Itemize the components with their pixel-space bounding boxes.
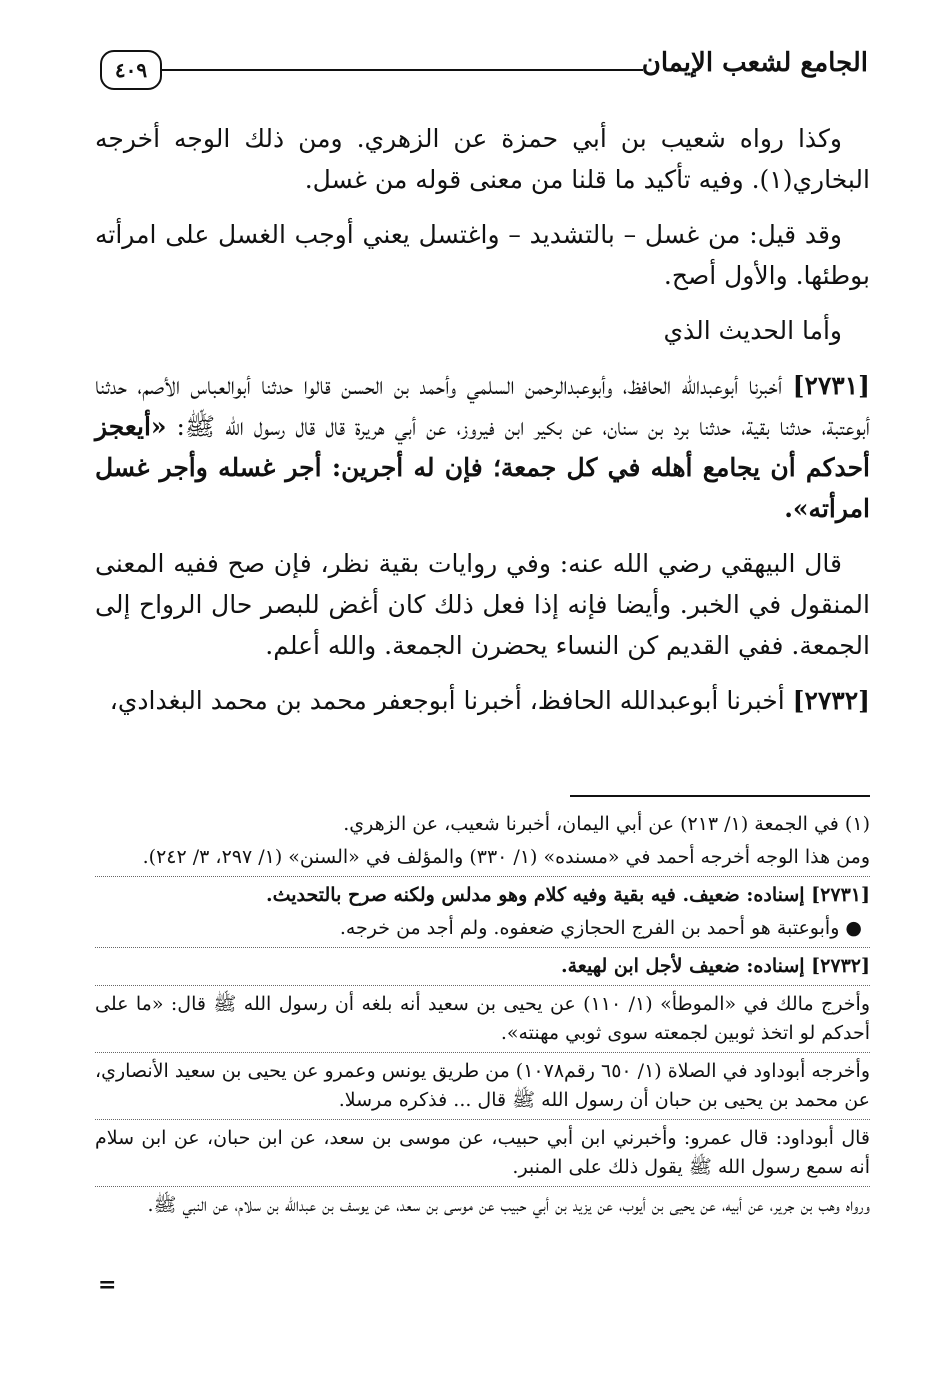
hadith-number-2732: [٢٧٣٢] xyxy=(792,686,870,715)
footnote-1: (١) في الجمعة (١/ ٢١٣) عن أبي اليمان، أخبرنا شعيب، عن الزهري. xyxy=(343,813,870,835)
commentary-2732-para-1: وأخرج مالك في «الموطأ» (١/ ١١٠) عن يحيى بن سعيد أنه بلغه أن رسول الله ﷺ قال: «ما على أحدكم لو اتخذ ثوبين لجمعته سوى ثوبي مهنته». xyxy=(95,993,870,1044)
footnote-separator xyxy=(95,1119,870,1120)
header-rule xyxy=(160,69,643,71)
commentary-2732-heading: [٢٧٣٢] إسناده: ضعيف لأجل ابن لهيعة. xyxy=(561,955,870,977)
footnote-rule xyxy=(570,795,870,797)
commentary-2731-note: ● وأبوعتبة هو أحمد بن الفرج الحجازي ضعفوه. ولم أجد من خرجه. xyxy=(339,917,862,939)
footnote-separator xyxy=(95,1186,870,1187)
paragraph-4: قال البيهقي رضي الله عنه: وفي روايات بقية نظر، فإن صح ففيه المعنى المنقول في الخبر. وأيضا فإنه إذا فعل ذلك كان أغض للبصر حال الرواح إلى الجمعة. ففي القديم كن النساء يحضرن الجمعة. والله أعلم. xyxy=(95,549,870,660)
main-text xyxy=(95,118,870,735)
commentary-2732-para-4: ورواه وهب بن جرير، عن أبيه، عن يحيى بن أيوب، عن يزيد بن أبي حبيب عن موسى بن سعد، عن يوسف بن عبدالله بن سلام، عن النبي ﷺ. xyxy=(147,1194,870,1216)
footnote-separator xyxy=(95,1052,870,1053)
hadith-2731-isnad: أخبرنا أبوعبدالله الحافظ، وأبوعبدالرحمن السلمي وأحمد بن الحسن قالوا حدثنا أبوالعباس الأصم، حدثنا أبوعتبة، حدثنا بقية، حدثنا برد بن سنان، عن بكير ابن فيروز، عن أبي هريرة قال قال رسول الله ﷺ: xyxy=(95,371,870,441)
hadith-2731-matn: «أيعجز أحدكم أن يجامع أهله في كل جمعة؛ فإن له أجرين: أجر غسله وأجر غسل امرأته». xyxy=(95,412,870,523)
footnote-separator xyxy=(95,947,870,948)
hadith-2732-isnad: أخبرنا أبوعبدالله الحافظ، أخبرنا أبوجعفر محمد بن محمد البغدادي، xyxy=(109,686,793,715)
paragraph-1: وكذا رواه شعيب بن أبي حمزة عن الزهري. ومن ذلك الوجه أخرجه البخاري(١). وفيه تأكيد ما قلنا من معنى قوله من غسل. xyxy=(95,124,870,194)
paragraph-2: وقد قيل: من غسل – بالتشديد – واغتسل يعني أوجب الغسل على امرأته بوطئها. والأول أصح. xyxy=(95,220,870,290)
hadith-number-2731: [٢٧٣١] xyxy=(792,371,870,400)
page-header xyxy=(90,40,868,100)
footnote-separator xyxy=(95,876,870,877)
footnotes xyxy=(95,810,870,1224)
footnote-separator xyxy=(95,985,870,986)
hadith-2731 xyxy=(95,365,870,529)
commentary-2732-para-3: قال أبوداود: قال عمرو: وأخبرني ابن أبي حبيب، عن موسى بن سعد، عن ابن حبان، عن ابن سلام أنه سمع رسول الله ﷺ يقول ذلك على المنبر. xyxy=(95,1127,870,1178)
footnote-1-continued: ومن هذا الوجه أخرجه أحمد في «مسنده» (١/ ٣٣٠) والمؤلف في «السنن» (١/ ٢٩٧، ٣/ ٢٤٢). xyxy=(142,846,870,868)
book-title: الجامع لشعب الإيمان xyxy=(641,48,868,78)
commentary-2732-para-2: وأخرجه أبوداود في الصلاة (١/ ٦٥٠ رقم١٠٧٨) من طريق يونس وعمرو عن يحيى بن سعيد الأنصاري، عن محمد بن يحيى بن حبان أن رسول الله ﷺ قال ... فذكره مرسلا. xyxy=(94,1060,870,1111)
paragraph-3: وأما الحديث الذي xyxy=(663,316,842,345)
commentary-2731-heading: [٢٧٣١] إسناده: ضعيف. فيه بقية وفيه كلام وهو مدلس ولكنه صرح بالتحديث. xyxy=(265,884,870,906)
page-number-badge: ٤٠٩ xyxy=(100,50,162,90)
continuation-mark: = xyxy=(98,1272,117,1298)
hadith-2732 xyxy=(95,680,870,721)
